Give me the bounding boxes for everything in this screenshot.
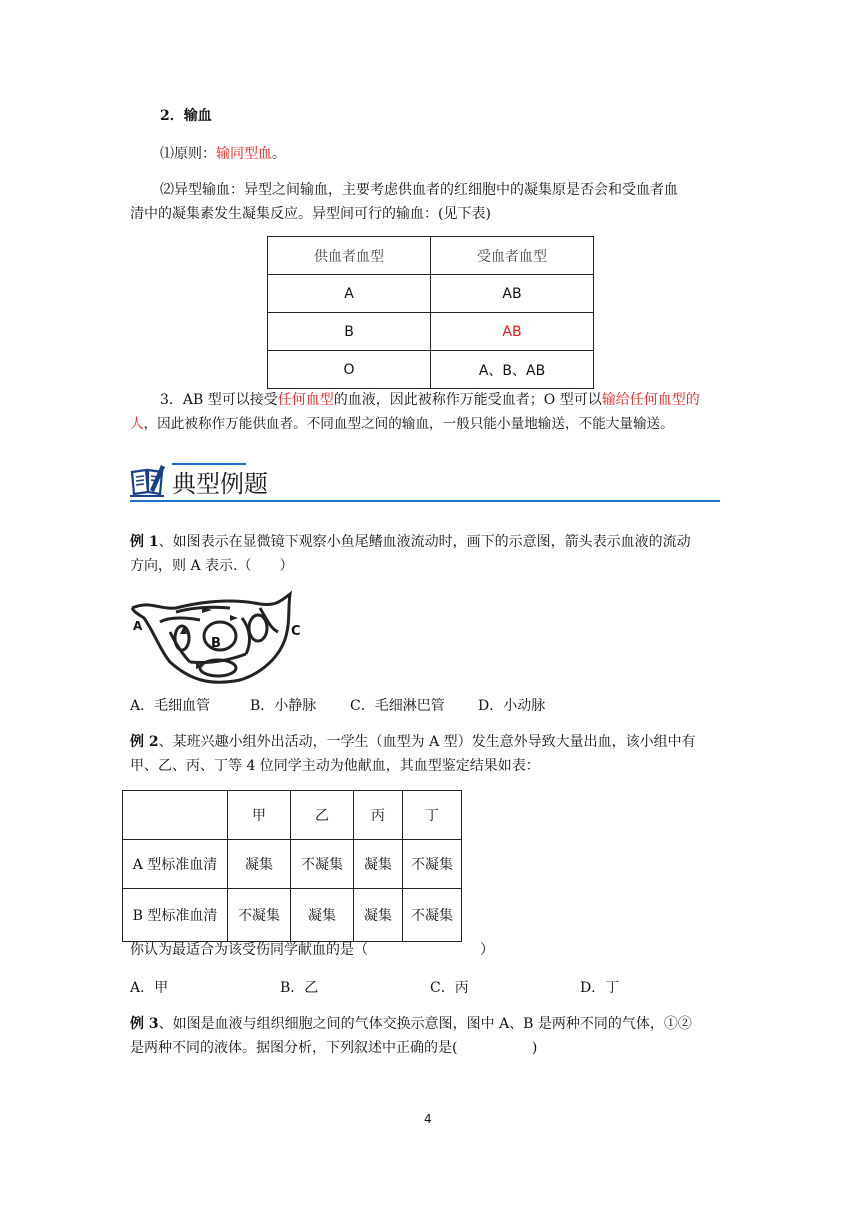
- table-header-cell: [123, 791, 228, 840]
- table-header-cell: 供血者血型: [268, 237, 431, 275]
- table-header-cell: 丙: [354, 791, 403, 840]
- principle-prefix: ⑴原则：: [160, 146, 216, 162]
- principle-suffix: 。: [272, 146, 286, 162]
- paragraph-line: [160, 390, 700, 410]
- table-row: [268, 237, 594, 275]
- table-cell: 不凝集: [228, 889, 291, 942]
- option: B．乙: [280, 980, 319, 996]
- blood-type-table: [122, 790, 462, 942]
- table-row: [268, 275, 594, 313]
- table-row: [268, 351, 594, 389]
- principle-highlight: 输同型血: [216, 146, 272, 162]
- table-row: [123, 791, 462, 840]
- question-line: 你认为最适合为该受伤同学献血的是（ ）: [130, 942, 494, 958]
- option: D．小动脉: [478, 698, 546, 714]
- table-cell: A 型标准血清: [123, 840, 228, 889]
- fig-label-c: C: [291, 624, 301, 639]
- text-span: 的血液，因此被称作万能受血者；O 型可以: [333, 392, 602, 408]
- example-1-line: 方向，则 A 表示.（ ）: [130, 558, 294, 574]
- table-header-cell: 受血者血型: [431, 237, 594, 275]
- table-cell: AB: [431, 313, 594, 351]
- table-cell: B 型标准血清: [123, 889, 228, 942]
- section-heading: 2．输血: [160, 108, 212, 124]
- paragraph-line: ⑵异型输血：异型之间输血，主要考虑供血者的红细胞中的凝集原是否会和受血者血: [160, 182, 678, 198]
- table-cell: AB: [431, 275, 594, 313]
- option: C．丙: [430, 980, 469, 996]
- example-3-line: 是两种不同的液体。据图分析，下列叙述中正确的是( ): [130, 1040, 538, 1056]
- principle-line: [160, 144, 286, 164]
- text-span: 、如图表示在显微镜下观察小鱼尾鳍血液流动时，画下的示意图，箭头表示血液的流动: [158, 534, 691, 550]
- option: A．甲: [130, 980, 169, 996]
- table-cell: 凝集: [228, 840, 291, 889]
- table-header-cell: 乙: [291, 791, 354, 840]
- banner-divider: [130, 500, 720, 502]
- example-label: 例 1: [130, 534, 159, 550]
- text-span: 、如图是血液与组织细胞之间的气体交换示意图，图中 A、B 是两种不同的气体，①②: [158, 1016, 692, 1032]
- option: B．小静脉: [250, 698, 317, 714]
- option: A．毛细血管: [130, 698, 211, 714]
- table-cell: 不凝集: [403, 889, 462, 942]
- table-cell: 不凝集: [291, 840, 354, 889]
- table-cell: B: [268, 313, 431, 351]
- table-cell: 不凝集: [403, 840, 462, 889]
- example-2-line: [130, 732, 696, 752]
- table-header-cell: 丁: [403, 791, 462, 840]
- table-cell: 凝集: [354, 840, 403, 889]
- table-header-cell: 甲: [228, 791, 291, 840]
- option: D．丁: [580, 980, 620, 996]
- highlight-span: 任何血型: [277, 392, 334, 408]
- paragraph-line: [130, 414, 674, 434]
- table-cell: A: [268, 275, 431, 313]
- transfusion-table: [267, 236, 594, 389]
- option: C．毛细淋巴管: [350, 698, 445, 714]
- banner-top-rule: [172, 463, 246, 465]
- highlight-span: 输给任何血型的: [601, 392, 700, 408]
- example-3-line: [130, 1014, 692, 1034]
- text-span: ，因此被称作万能供血者。不同血型之间的输血，一般只能小量地输送，不能大量输送。: [143, 416, 674, 432]
- example-label: 例 3: [130, 1016, 159, 1032]
- table-cell: O: [268, 351, 431, 389]
- paragraph-line: 清中的凝集素发生凝集反应。异型间可行的输血：(见下表): [130, 206, 491, 222]
- table-row: [268, 313, 594, 351]
- book-pen-icon: [128, 462, 168, 502]
- banner-title: 典型例题: [172, 470, 268, 498]
- fig-label-a: A: [133, 619, 143, 633]
- example-1-line: [130, 532, 691, 552]
- table-cell: 凝集: [354, 889, 403, 942]
- table-row: [123, 840, 462, 889]
- example-label: 例 2: [130, 734, 159, 750]
- text-span: 、某班兴趣小组外出活动，一学生（血型为 A 型）发生意外导致大量出血，该小组中有: [158, 734, 696, 750]
- table-cell: A、B、AB: [431, 351, 594, 389]
- example-2-line: 甲、乙、丙、丁等 4 位同学主动为他献血，其血型鉴定结果如表：: [130, 758, 540, 774]
- page-number: 4: [424, 1112, 432, 1126]
- table-cell: 凝集: [291, 889, 354, 942]
- fig-label-b: B: [211, 636, 221, 651]
- highlight-span: 人: [130, 416, 144, 432]
- text-span: 3．AB 型可以接受: [160, 392, 278, 408]
- table-row: [123, 889, 462, 942]
